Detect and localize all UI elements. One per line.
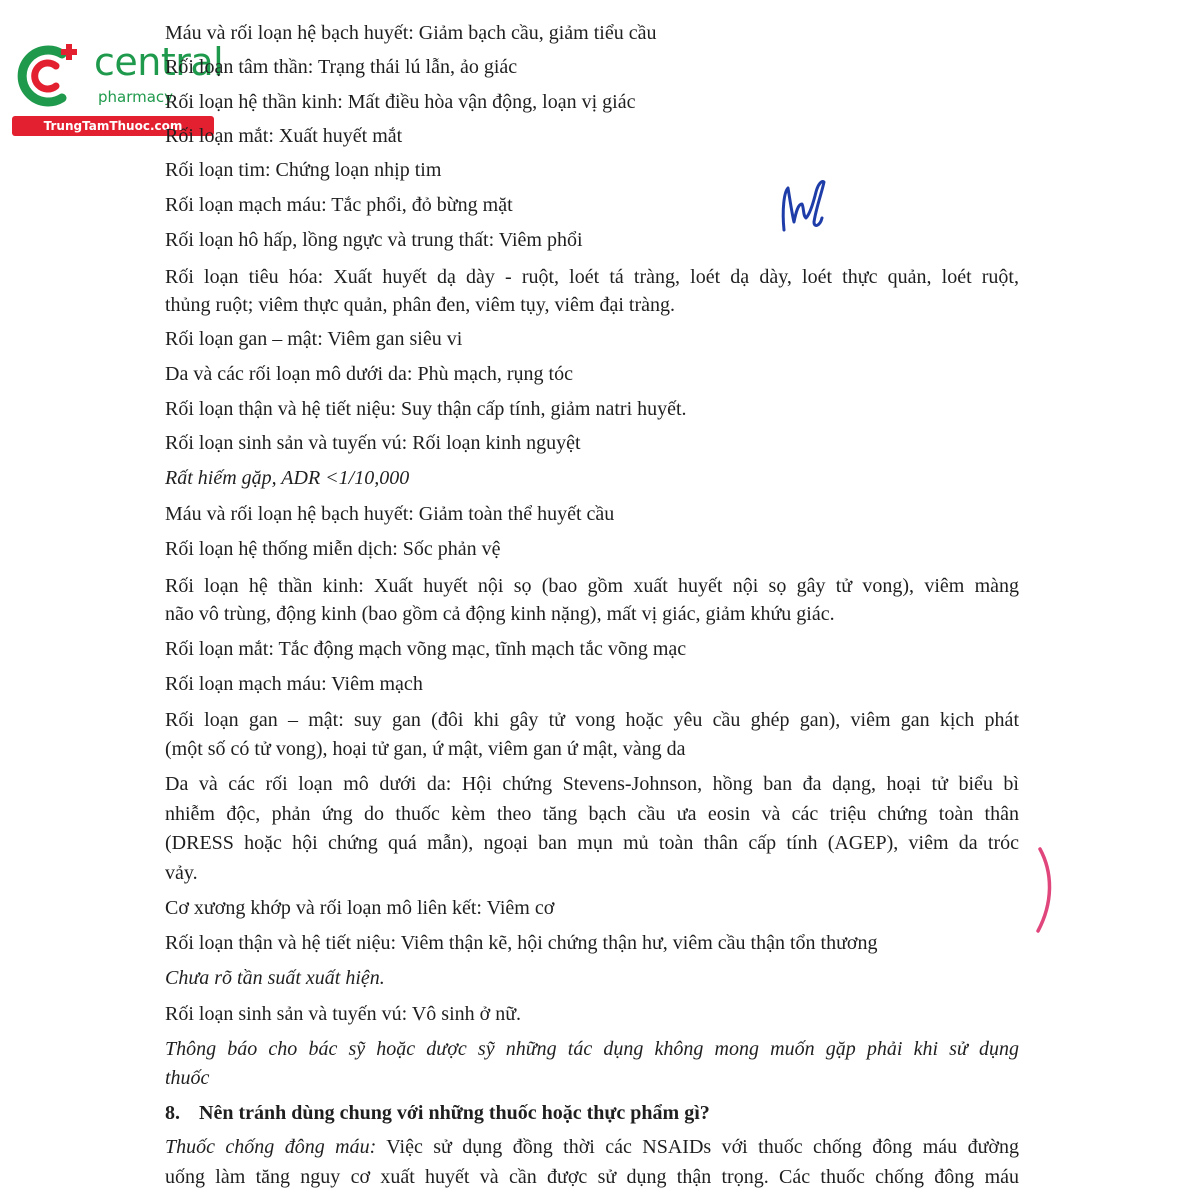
frequency-heading: Chưa rõ tần suất xuất hiện. <box>165 967 385 989</box>
doc-line: nhiễm độc, phản ứng do thuốc kèm theo tăng bạch cầu ưa eosin và các triệu chứng toàn thân <box>165 803 1019 825</box>
doc-line: Rối loạn gan – mật: Viêm gan siêu vi <box>165 328 463 350</box>
doc-line: Rối loạn tâm thần: Trạng thái lú lẫn, ảo giác <box>165 56 518 78</box>
doc-line: Rối loạn tim: Chứng loạn nhịp tim <box>165 159 442 181</box>
doc-line: Da và các rối loạn mô dưới da: Hội chứng Stevens-Johnson, hồng ban đa dạng, hoại tử biểu bì <box>165 773 1019 795</box>
pink-pen-mark-icon <box>1030 845 1060 935</box>
doc-note-line: Thông báo cho bác sỹ hoặc dược sỹ những tác dụng không mong muốn gặp phải khi sử dụng <box>165 1038 1019 1060</box>
central-logo-mark-icon <box>10 36 90 116</box>
handwritten-signature-icon <box>776 170 832 236</box>
section-8-title: Nên tránh dùng chung với những thuốc hoặc thực phẩm gì? <box>199 1102 710 1124</box>
section-8-para-line <box>165 1132 1019 1162</box>
doc-line: Rối loạn tiêu hóa: Xuất huyết dạ dày - ruột, loét tá tràng, loét dạ dày, loét thực quản, loét ruột, <box>165 266 1019 288</box>
doc-line: Rối loạn hệ thần kinh: Xuất huyết nội sọ (bao gồm xuất huyết nội sọ gây tử vong), viêm màng <box>165 575 1019 597</box>
doc-line: Rối loạn sinh sản và tuyến vú: Rối loạn kinh nguyệt <box>165 432 581 454</box>
frequency-heading: Rất hiếm gặp, ADR <1/10,000 <box>165 467 410 489</box>
logo-subtitle-text: pharmacy <box>98 88 174 106</box>
doc-line: Da và các rối loạn mô dưới da: Phù mạch, rụng tóc <box>165 363 573 385</box>
doc-line: Cơ xương khớp và rối loạn mô liên kết: Viêm cơ <box>165 897 555 919</box>
doc-line: Rối loạn gan – mật: suy gan (đôi khi gây tử vong hoặc yêu cầu ghép gan), viêm gan kịch phát <box>165 709 1019 731</box>
doc-line: Rối loạn mắt: Xuất huyết mắt <box>165 125 403 147</box>
section-8-text: Việc sử dụng đồng thời các NSAIDs với thuốc chống đông máu đường <box>376 1136 1019 1158</box>
doc-line: Rối loạn mắt: Tắc động mạch võng mạc, tĩnh mạch tắc võng mạc <box>165 638 687 660</box>
doc-line: Rối loạn mạch máu: Viêm mạch <box>165 673 423 695</box>
doc-line: Rối loạn hô hấp, lồng ngực và trung thất: Viêm phổi <box>165 229 583 251</box>
logo-site-banner: TrungTamThuoc.com <box>12 116 214 136</box>
logo-brand-text: central <box>94 40 224 84</box>
doc-line: Rối loạn hệ thống miễn dịch: Sốc phản vệ <box>165 538 501 560</box>
section-8-para-line: uống làm tăng nguy cơ xuất huyết và cần được sử dụng thận trọng. Các thuốc chống đông máu <box>165 1166 1019 1188</box>
section-8-heading <box>165 1098 1019 1128</box>
section-8-number: 8. <box>165 1102 180 1124</box>
doc-line: (DRESS hoặc hội chứng quá mẫn), ngoại ban mụn mủ toàn thân cấp tính (AGEP), viêm da tróc <box>165 832 1019 854</box>
doc-line: vảy. <box>165 862 198 884</box>
doc-line: Rối loạn hệ thần kinh: Mất điều hòa vận động, loạn vị giác <box>165 91 636 113</box>
section-8-lead: Thuốc chống đông máu: <box>165 1136 377 1158</box>
doc-line: Máu và rối loạn hệ bạch huyết: Giảm bạch cầu, giảm tiểu cầu <box>165 22 657 44</box>
doc-note-line: thuốc <box>165 1067 210 1089</box>
doc-line: thủng ruột; viêm thực quản, phân đen, viêm tụy, viêm đại tràng. <box>165 294 675 316</box>
doc-line: Rối loạn sinh sản và tuyến vú: Vô sinh ở nữ. <box>165 1003 522 1025</box>
doc-line: Rối loạn thận và hệ tiết niệu: Viêm thận kẽ, hội chứng thận hư, viêm cầu thận tổn thương <box>165 932 878 954</box>
doc-line: Máu và rối loạn hệ bạch huyết: Giảm toàn thể huyết cầu <box>165 503 615 525</box>
doc-line: Rối loạn thận và hệ tiết niệu: Suy thận cấp tính, giảm natri huyết. <box>165 398 687 420</box>
doc-line: Rối loạn mạch máu: Tắc phổi, đỏ bừng mặt <box>165 194 513 216</box>
doc-line: (một số có tử vong), hoại tử gan, ứ mật, viêm gan ứ mật, vàng da <box>165 738 686 760</box>
doc-line: não vô trùng, động kinh (bao gồm cả động kinh nặng), mất vị giác, giảm khứu giác. <box>165 603 835 625</box>
